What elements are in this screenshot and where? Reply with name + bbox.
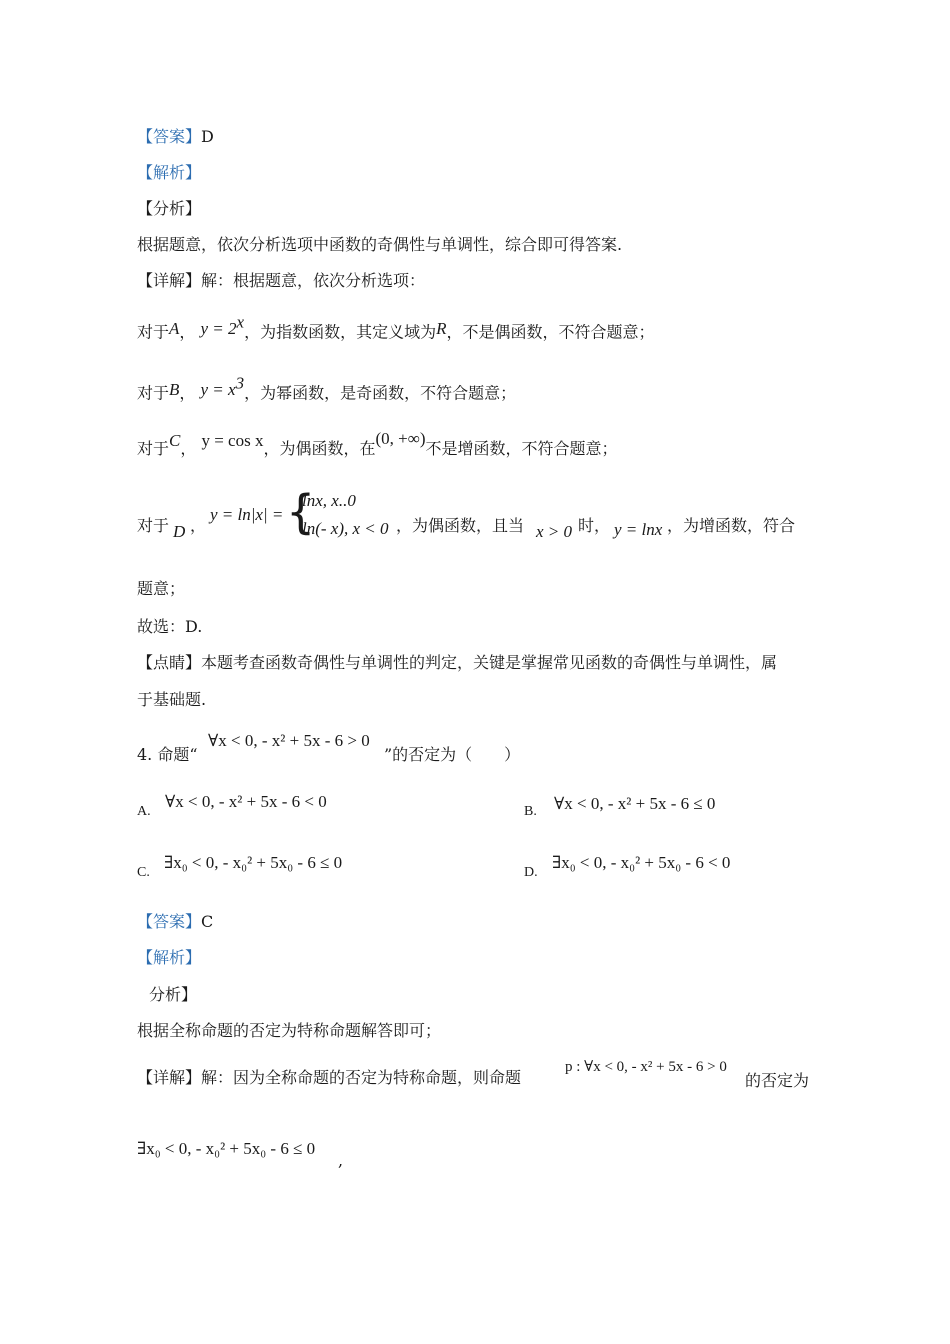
formula-d2: y = lnx [614, 520, 663, 539]
detail-line-q4 [137, 1068, 521, 1088]
option-text: ，为指数函数，其定义域为 [244, 322, 437, 342]
condition: x > 0 [536, 522, 573, 541]
formula-c: y = cos x [201, 431, 264, 450]
choice-b-label: B. [524, 804, 537, 819]
interval: (0, +∞) [375, 429, 426, 448]
comment-line-1 [137, 653, 777, 673]
analysis-tag: 【解析】 [137, 948, 202, 967]
domain-symbol: R [436, 318, 447, 338]
answer-line-q3 [137, 127, 214, 147]
sep: ， [179, 322, 196, 342]
detail-tag: 【详解】 [137, 271, 202, 290]
formula-b [200, 373, 245, 399]
final-expr: ∃x₀ < 0, - x₀² + 5x₀ - 6 ≤ 0 [137, 1139, 316, 1158]
final-punct: , [338, 1151, 344, 1170]
answer-tag: 【答案】 [137, 127, 202, 146]
detail-text: 解：因为全称命题的否定为特称命题，则命题 [201, 1068, 522, 1087]
analysis-tag: 【解析】 [137, 163, 202, 182]
fenxi-tag: 分析】 [149, 985, 198, 1004]
choice-d-label: D. [524, 865, 538, 880]
detail-line-q3 [137, 271, 425, 291]
formula-a [200, 312, 245, 338]
answer-value: D [201, 127, 214, 146]
brace-icon: { [286, 485, 316, 539]
option-prefix: 对于 [137, 439, 170, 458]
comment-line-2: 于基础题. [137, 690, 207, 709]
answer-tag: 【答案】 [137, 912, 202, 931]
q4-stem-suffix: ”的否定为（ ） [384, 745, 521, 764]
option-text-2: 时， [578, 516, 611, 535]
option-var: B [169, 379, 180, 399]
choice-c-label: C. [137, 865, 150, 880]
option-a-line [137, 312, 655, 343]
option-d-prefix [137, 513, 169, 536]
option-b-line [137, 373, 517, 404]
comment-tag: 【点睛】 [137, 653, 202, 672]
option-text: ，为偶函数，且当 [396, 516, 525, 535]
option-text: ，为幂函数，是奇函数，不符合题意； [244, 383, 517, 403]
formula-d: y = ln|x| = [210, 505, 284, 524]
option-d-continuation: 题意； [137, 579, 186, 598]
detail-tag: 【详解】 [137, 1068, 202, 1087]
piecewise-case-1: lnx, x..0 [302, 491, 356, 510]
option-text: ，为偶函数，在 [263, 439, 376, 458]
option-prefix: 对于 [137, 383, 170, 403]
choice-a-expr: ∀x < 0, - x² + 5x - 6 < 0 [165, 792, 327, 811]
expr: y = 2 [200, 318, 237, 338]
choice-c-expr: ∃x₀ < 0, - x₀² + 5x₀ - 6 ≤ 0 [164, 853, 343, 872]
fenxi-text: 根据题意，依次分析选项中函数的奇偶性与单调性，综合即可得答案. [137, 235, 623, 254]
sep: ， [180, 439, 197, 458]
option-tail: 不是增函数，不符合题意； [425, 439, 618, 458]
detail-expr: p : ∀x < 0, - x² + 5x - 6 > 0 [565, 1059, 727, 1075]
fenxi-text: 根据全称命题的否定为特称命题解答即可； [137, 1021, 442, 1040]
detail-tail: 的否定为 [745, 1071, 810, 1090]
choice-b-expr: ∀x < 0, - x² + 5x - 6 ≤ 0 [554, 794, 716, 813]
option-prefix: 对于 [137, 516, 170, 535]
option-c-line [137, 429, 618, 459]
sep: ， [179, 383, 196, 403]
fenxi-tag: 【分析】 [137, 199, 202, 218]
q4-stem-prefix: 4. 命题“ [137, 745, 198, 764]
exponent: 3 [235, 373, 245, 392]
option-tail: ，不是偶函数，不符合题意； [446, 322, 655, 342]
choice-a-label: A. [137, 804, 151, 819]
choice-d-expr: ∃x₀ < 0, - x₀² + 5x₀ - 6 < 0 [552, 853, 731, 872]
exponent: x [236, 312, 245, 331]
piecewise-case-2: ln(- x), x < 0 [302, 519, 389, 538]
answer-line-q4 [137, 912, 213, 932]
option-prefix: 对于 [137, 322, 170, 342]
expr: y = x [200, 379, 236, 399]
comment-text: 本题考查函数奇偶性与单调性的判定，关键是掌握常见函数的奇偶性与单调性，属 [201, 653, 778, 672]
sep: ， [190, 516, 207, 535]
detail-text: 解：根据题意，依次分析选项： [201, 271, 426, 290]
conclusion: 故选：D. [137, 617, 203, 636]
option-var: C [169, 431, 181, 450]
option-var: A [169, 318, 180, 338]
q4-stem-expr: ∀x < 0, - x² + 5x - 6 > 0 [208, 731, 370, 750]
option-var: D [173, 522, 186, 541]
answer-value: C [201, 912, 214, 931]
option-text-3: ，为增函数，符合 [667, 516, 796, 535]
